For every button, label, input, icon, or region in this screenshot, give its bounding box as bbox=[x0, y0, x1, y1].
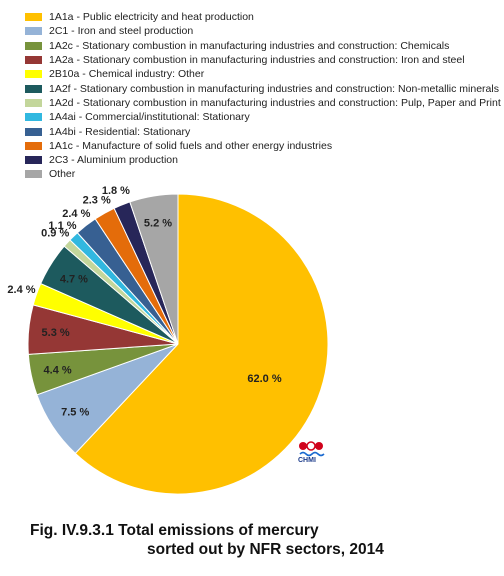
legend-label: 2C3 - Aluminium production bbox=[49, 154, 178, 167]
caption-line-2: sorted out by NFR sectors, 2014 bbox=[147, 541, 384, 558]
figure-caption bbox=[30, 521, 384, 559]
legend-label: 1A1a - Public electricity and heat production bbox=[49, 11, 254, 24]
legend-label: 1A4ai - Commercial/institutional: Stationary bbox=[49, 111, 250, 124]
slice-label: 5.2 % bbox=[143, 217, 173, 230]
slice-label: 4.7 % bbox=[59, 273, 88, 286]
legend-label: 1A2d - Stationary combustion in manufacturing industries and construction: Pulp, Paper and Print bbox=[49, 96, 501, 109]
slice-label: 0.9 % bbox=[41, 227, 70, 240]
legend-label: Other bbox=[49, 168, 76, 181]
legend-label: 1A2f - Stationary combustion in manufacturing industries and construction: Non-metallic minerals bbox=[49, 82, 499, 95]
slice-label: 2.3 % bbox=[82, 194, 111, 207]
logo-text: CHMI bbox=[298, 457, 316, 464]
slice-label: 1.1 % bbox=[48, 219, 77, 232]
slice-label: 4.4 % bbox=[43, 364, 72, 377]
legend-label: 1A2c - Stationary combustion in manufacturing industries and construction: Chemicals bbox=[49, 39, 450, 52]
legend-label: 1A2a - Stationary combustion in manufacturing industries and construction: Iron and steel bbox=[49, 54, 465, 67]
slice-label: 62.0 % bbox=[247, 373, 282, 386]
slice-label: 1.8 % bbox=[101, 185, 130, 197]
slice-label: 2.4 % bbox=[7, 283, 36, 296]
slice-label: 5.3 % bbox=[41, 327, 70, 339]
slice-label: 2.4 % bbox=[62, 207, 91, 220]
legend-label: 2B10a - Chemical industry: Other bbox=[49, 68, 205, 81]
legend-label: 2C1 - Iron and steel production bbox=[49, 25, 194, 38]
legend-label: 1A1c - Manufacture of solid fuels and other energy industries bbox=[49, 139, 333, 152]
slice-label: 7.5 % bbox=[61, 406, 90, 419]
legend-label: 1A4bi - Residential: Stationary bbox=[49, 125, 191, 138]
caption-line-1: Fig. IV.9.3.1 Total emissions of mercury bbox=[30, 522, 319, 539]
